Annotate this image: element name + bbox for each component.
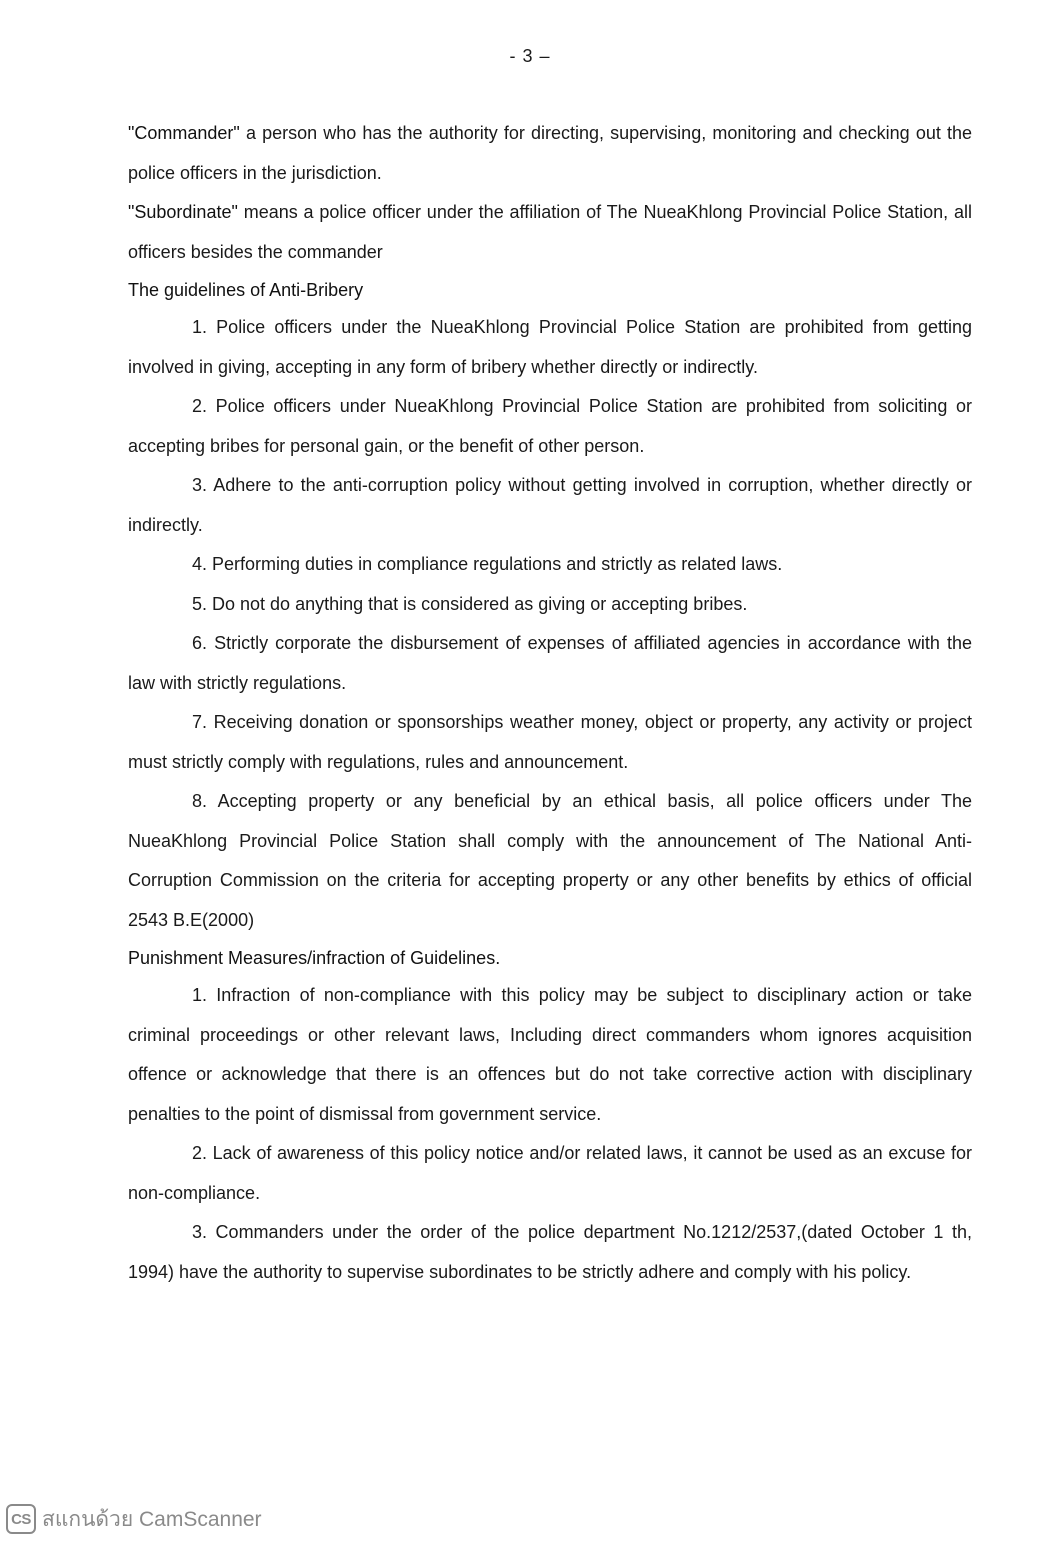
guideline-item: 5. Do not do anything that is considered as giving or accepting bribes. — [192, 593, 748, 614]
punishment-item: 1. Infraction of non-compliance with this policy may be subject to disciplinary action or take criminal proceedings or other relevant laws, Including direct commanders whom ignores acquisition offence or acknowledge that there is an offences but do not take corrective action with disciplinary penalties to the point of dismissal from government service. — [128, 985, 972, 1124]
guideline-item: 3. Adhere to the anti-corruption policy without getting involved in corruption, whether directly or indirectly. — [128, 475, 972, 535]
definition-subordinate — [128, 193, 972, 272]
page-number: - 3 – — [509, 46, 551, 66]
guideline-item: 8. Accepting property or any beneficial by an ethical basis, all police officers under The NueaKhlong Provincial Police Station shall comply with the announcement of The National Anti-Corruption Commission on the criteria for accepting property or any other benefits by ethics of official 2543 B.E(2000) — [128, 791, 972, 930]
guideline-item: 7. Receiving donation or sponsorships weather money, object or property, any activity or project must strictly comply with regulations, rules and announcement. — [128, 712, 972, 772]
definition-term: "Commander" — [128, 123, 240, 143]
definition-commander — [128, 114, 972, 193]
guidelines-heading: The guidelines of Anti-Bribery — [128, 280, 364, 300]
definition-term: "Subordinate" — [128, 202, 238, 222]
punishment-item: 2. Lack of awareness of this policy notice and/or related laws, it cannot be used as an excuse for non-compliance. — [128, 1143, 972, 1203]
camscanner-watermark — [6, 1502, 262, 1536]
document-body — [128, 114, 972, 1292]
camscanner-logo-icon: CS — [6, 1504, 36, 1534]
guideline-item: 6. Strictly corporate the disbursement of expenses of affiliated agencies in accordance with the law with strictly regulations. — [128, 633, 972, 693]
guideline-item: 1. Police officers under the NueaKhlong Provincial Police Station are prohibited from getting involved in giving, accepting in any form of bribery whether directly or indirectly. — [128, 317, 972, 377]
punishment-heading: Punishment Measures/infraction of Guidelines. — [128, 948, 501, 968]
watermark-text: สแกนด้วย CamScanner — [42, 1507, 262, 1531]
definition-text: means a police officer under the affiliation of The NueaKhlong Provincial Police Station, all officers besides the commander — [128, 202, 972, 262]
definition-text: a person who has the authority for directing, supervising, monitoring and checking out the police officers in the jurisdiction. — [128, 123, 972, 183]
guideline-item: 4. Performing duties in compliance regulations and strictly as related laws. — [192, 554, 783, 574]
punishment-item: 3. Commanders under the order of the police department No.1212/2537,(dated October 1 th, 1994) have the authority to supervise subordinates to be strictly adhere and comply with his policy. — [128, 1222, 972, 1282]
guideline-item: 2. Police officers under NueaKhlong Provincial Police Station are prohibited from soliciting or accepting bribes for personal gain, or the benefit of other person. — [128, 396, 972, 456]
